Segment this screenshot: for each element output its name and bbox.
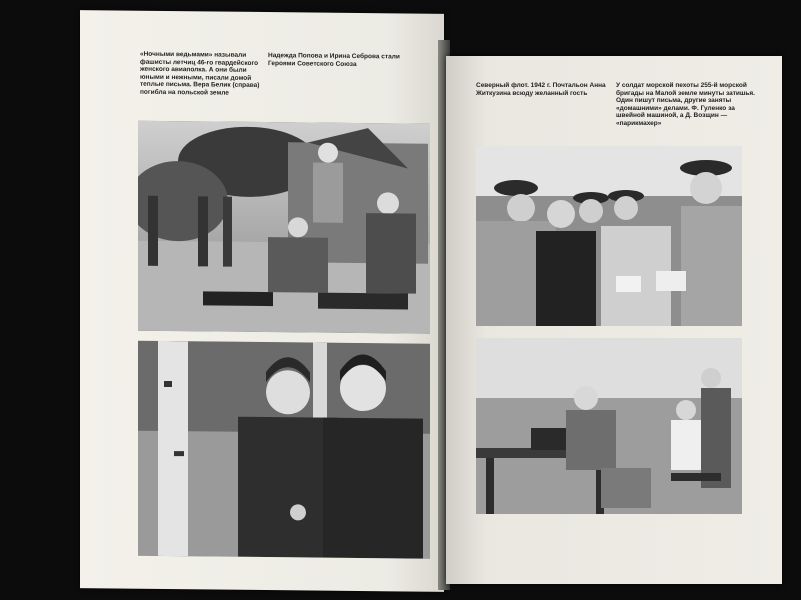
- caption-marine-brigade: У солдат морской пехоты 255-й морской бригады на Малой земле минуты затишья. Один пишут письма, другие заняты «домашними» делами. Ф. Гуленко за швейной машиной, а Д. Возщин — «парикмахер»: [616, 82, 755, 127]
- caption-popova-sebrova: Надежда Попова и Ирина Себрова стали Героями Советского Союза: [268, 52, 400, 68]
- photo-sewing-barber: [476, 338, 742, 514]
- caption-northern-fleet: Северный флот. 1942 г. Почтальон Анна Житкузина всюду желанный гость: [476, 82, 606, 97]
- caption-night-witches: «Ночными ведьмами» называли фашисты летчиц 46-го гвардейского женского авиаполка. А они были юными и нежными, писали домой теплые письма. Вера Белик (справа) погибла на польской земле: [140, 50, 260, 97]
- photo-pilots-resting: [138, 121, 430, 334]
- photo-heroes-portrait: [138, 341, 430, 559]
- right-page: [446, 56, 782, 584]
- left-page: [80, 10, 444, 592]
- photo-sailors-mail: [476, 146, 742, 326]
